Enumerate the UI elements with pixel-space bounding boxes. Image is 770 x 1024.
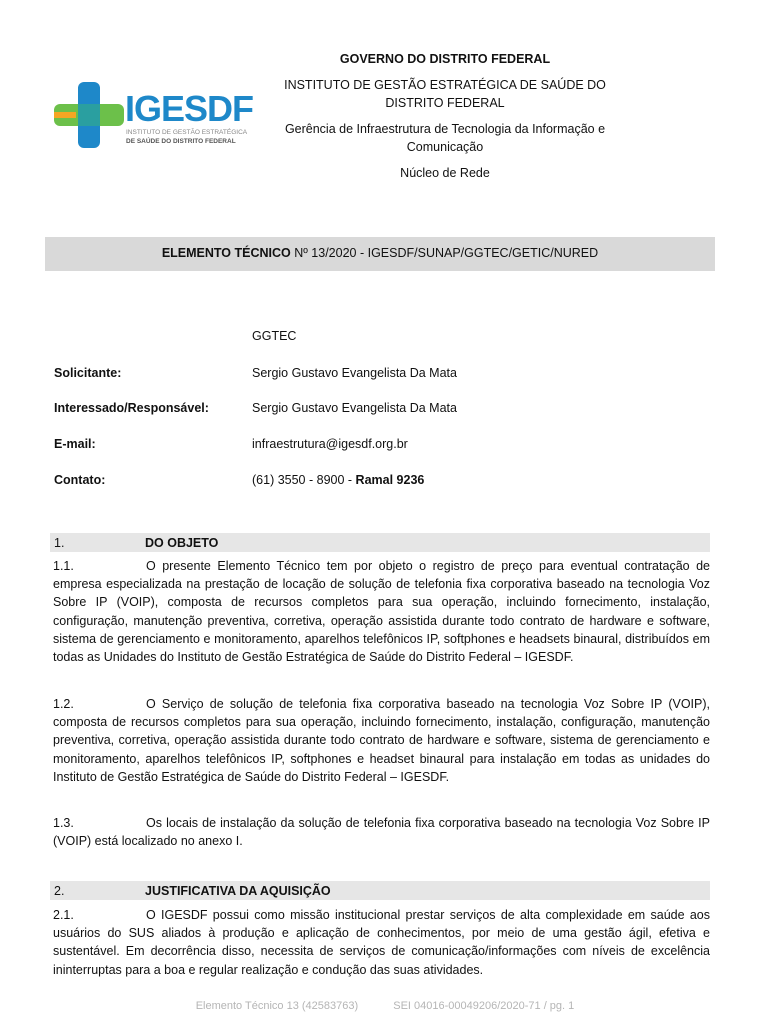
- document-title: [45, 246, 715, 260]
- section-2-number: 2.: [54, 884, 65, 898]
- paragraph-1-1: [53, 557, 710, 666]
- interessado-value: Sergio Gustavo Evangelista Da Mata: [252, 401, 457, 415]
- paragraph-number: 2.1.: [53, 908, 74, 922]
- solicitante-label: Solicitante:: [54, 366, 122, 380]
- paragraph-1-3: [53, 814, 710, 850]
- section-2-header: [50, 881, 710, 900]
- contato-phone: (61) 3550 - 8900 -: [252, 473, 356, 487]
- paragraph-text: Os locais de instalação da solução de telefonia fixa corporativa baseado na tecnologia Voz Sobre IP (VOIP) está localizado no anexo I.: [53, 816, 710, 849]
- contato-label: Contato:: [54, 473, 106, 487]
- header-institute-line1: INSTITUTO DE GESTÃO ESTRATÉGICA DE SAÚDE DO: [284, 78, 606, 92]
- logo-subtext-2: DE SAÚDE DO DISTRITO FEDERAL: [126, 138, 236, 145]
- header-department-line2: Comunicação: [406, 140, 484, 154]
- section-1-number: 1.: [54, 536, 65, 550]
- solicitante-value: Sergio Gustavo Evangelista Da Mata: [252, 366, 457, 380]
- interessado-label: Interessado/Responsável:: [54, 401, 209, 415]
- section-1-title: DO OBJETO: [145, 536, 219, 550]
- paragraph-text: O IGESDF possui como missão institucional prestar serviços de alta complexidade em saúde aos usuários do SUS aliados à produção e aplicação de conhecimentos, por meio de uma gestão ágil, efetiva e sustentável. Em decorrência disso, necessita de serviços de comunicação/informações com níveis de excelência ininterruptas para a boa e regular realização e condução das suas atividades.: [53, 908, 710, 977]
- igesdf-logo: [52, 80, 252, 150]
- document-title-bar: [45, 237, 715, 271]
- footer-sei-page: SEI 04016-00049206/2020-71 / pg. 1: [393, 1000, 575, 1012]
- paragraph-2-1: [53, 906, 710, 979]
- section-1-header: [50, 533, 710, 552]
- document-title-number: Nº 13/2020 - IGESDF/SUNAP/GGTEC/GETIC/NURED: [290, 246, 599, 260]
- footer-document-id: Elemento Técnico 13 (42583763): [195, 1000, 359, 1012]
- section-2-title: JUSTIFICATIVA DA AQUISIÇÃO: [145, 884, 331, 898]
- header-government: GOVERNO DO DISTRITO FEDERAL: [339, 52, 551, 66]
- header-institute-line2: DISTRITO FEDERAL: [385, 96, 505, 110]
- email-label: E-mail:: [54, 437, 96, 451]
- document-title-bold: ELEMENTO TÉCNICO: [161, 246, 291, 260]
- cross-logo-icon: [52, 80, 127, 150]
- header-department-line1: Gerência de Infraestrutura de Tecnologia da Informação e: [284, 122, 606, 136]
- unit-value: GGTEC: [252, 329, 297, 343]
- paragraph-1-2: [53, 695, 710, 786]
- paragraph-text: O presente Elemento Técnico tem por objeto o registro de preço para eventual contratação de empresa especializada na prestação de locação de solução de telefonia fixa corporativa baseado na tecnologia Voz Sobre IP (VOIP), composta de recursos completos para sua operação, incluindo fornecimento, instalação, configuração, manutenção preventiva, corretiva, operação assistida durante todo contrato de hardware e software, sistema de gerenciamento e monitoramento, aparelhos telefônicos IP, softphones e headsets binaural, distribuídos em todas as Unidades do Instituto de Gestão Estratégica de Saúde do Distrito Federal – IGESDF.: [53, 559, 710, 665]
- paragraph-number: 1.1.: [53, 559, 74, 573]
- paragraph-text: O Serviço de solução de telefonia fixa corporativa baseado na tecnologia Voz Sobre IP (VOIP), composta de recursos completos para sua operação, incluindo fornecimento, instalação, configuração, manutenção preventiva, corretiva, operação assistida durante todo contrato de hardware e software, sistema de gerenciamento e monitoramento, aparelhos telefônicos IP, softphones e headset binaural para instalação em todas as unidades do Instituto de Gestão Estratégica de Saúde do Distrito Federal – IGESDF.: [53, 697, 710, 784]
- paragraph-number: 1.2.: [53, 697, 74, 711]
- contato-ramal: Ramal 9236: [355, 473, 425, 487]
- email-value[interactable]: infraestrutura@igesdf.org.br: [252, 437, 408, 451]
- contato-value: [252, 473, 424, 487]
- logo-wordmark: IGESDF: [125, 88, 254, 129]
- header-nucleus: Núcleo de Rede: [400, 166, 490, 180]
- paragraph-number: 1.3.: [53, 816, 74, 830]
- logo-subtext-1: INSTITUTO DE GESTÃO ESTRATÉGICA: [126, 129, 248, 136]
- page-footer: [0, 1000, 770, 1012]
